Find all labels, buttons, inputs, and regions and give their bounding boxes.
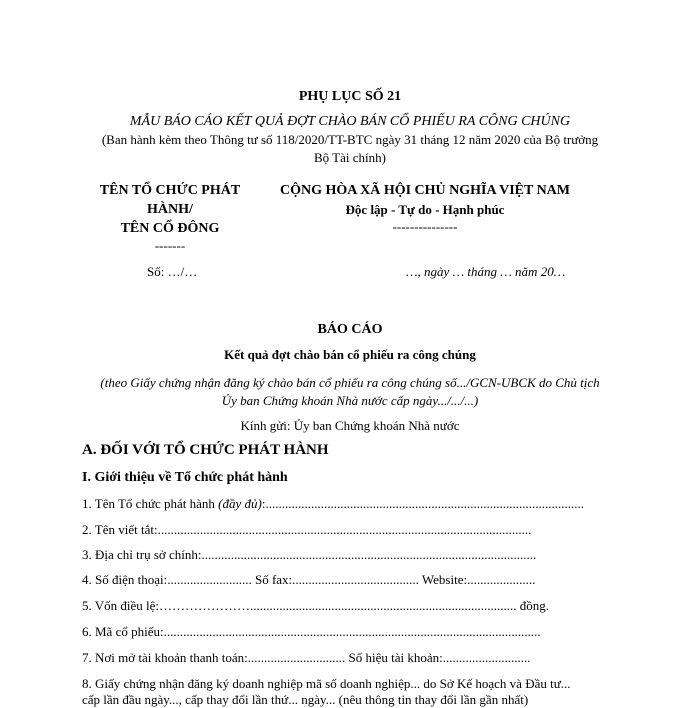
- nation-name: CỘNG HÒA XÃ HỘI CHỦ NGHĨA VIỆT NAM: [279, 183, 570, 198]
- field-short-name: 2. Tên viết tắt:...................................................................................................................: [82, 522, 532, 537]
- appendix-title: PHỤ LỤC SỐ 21: [298, 89, 402, 104]
- field-head-office: 3. Địa chỉ trụ sở chính:.......................................................................................................: [82, 547, 537, 562]
- field-dots: :..................................................................................................: [261, 496, 584, 511]
- field-label: 1. Tên Tổ chức phát hành: [82, 496, 219, 511]
- report-reference-line2: Ủy ban Chứng khoán Nhà nước cấp ngày.../.../...): [221, 393, 479, 408]
- report-reference-line1: (theo Giấy chứng nhận đăng ký chào bán cổ phiếu ra công chúng số.../GCN-UBCK do Chủ tịch: [100, 375, 600, 390]
- field-charter-capital: 5. Vốn điều lệ:………………….................................................................................. đồng.: [82, 598, 550, 613]
- document-number: Số: …/…: [147, 264, 198, 279]
- national-heading-block: [260, 181, 590, 234]
- field-bank-account: 7. Nơi mở tài khoản thanh toán:.............................. Số hiệu tài khoản:...........................: [82, 650, 531, 665]
- report-subtitle: Kết quả đợt chào bán cổ phiếu ra công chúng: [224, 347, 476, 362]
- field-contacts: 4. Số điện thoại:.......................... Số fax:....................................... Website:.....................: [82, 572, 536, 587]
- form-title: MẪU BÁO CÁO KẾT QUẢ ĐỢT CHÀO BÁN CỔ PHIẾU RA CÔNG CHÚNG: [129, 114, 571, 129]
- field-stock-code: 6. Mã cổ phiếu:....................................................................................................................: [82, 624, 541, 639]
- report-title: BÁO CÁO: [317, 322, 383, 337]
- national-motto: Độc lập - Tự do - Hạnh phúc: [345, 202, 505, 217]
- report-recipient: Kính gửi: Ủy ban Chứng khoán Nhà nước: [240, 418, 460, 433]
- section-i-heading: I. Giới thiệu về Tổ chức phát hành: [82, 470, 288, 485]
- issued-note-line1: (Ban hành kèm theo Thông tư số 118/2020/TT-BTC ngày 31 tháng 12 năm 2020 của Bộ trưởng: [101, 132, 599, 147]
- document-date: …, ngày … tháng … năm 20…: [406, 264, 566, 279]
- issuer-name-line3: TÊN CỔ ĐÔNG: [120, 221, 220, 236]
- issuer-name-line2: HÀNH/: [147, 202, 193, 217]
- section-a-heading: A. ĐỐI VỚI TỔ CHỨC PHÁT HÀNH: [82, 442, 329, 458]
- field-business-registration-cont: cấp lần đầu ngày..., cấp thay đổi lần thứ... ngày... (nêu thông tin thay đổi lần gần nhất): [82, 692, 529, 707]
- issuer-name-line1: TÊN TỔ CHỨC PHÁT: [99, 183, 241, 198]
- issuer-dashes: -------: [154, 238, 186, 253]
- issuer-name-block: [90, 181, 250, 253]
- field-label-italic: (đầy đủ): [218, 496, 262, 511]
- motto-dashes: ---------------: [392, 219, 458, 234]
- field-business-registration: 8. Giấy chứng nhận đăng ký doanh nghiệp mã số doanh nghiệp... do Sở Kế hoạch và Đầu tư...: [82, 676, 571, 691]
- issued-note-line2: Bộ Tài chính): [314, 150, 386, 165]
- field-issuer-name: [82, 496, 584, 512]
